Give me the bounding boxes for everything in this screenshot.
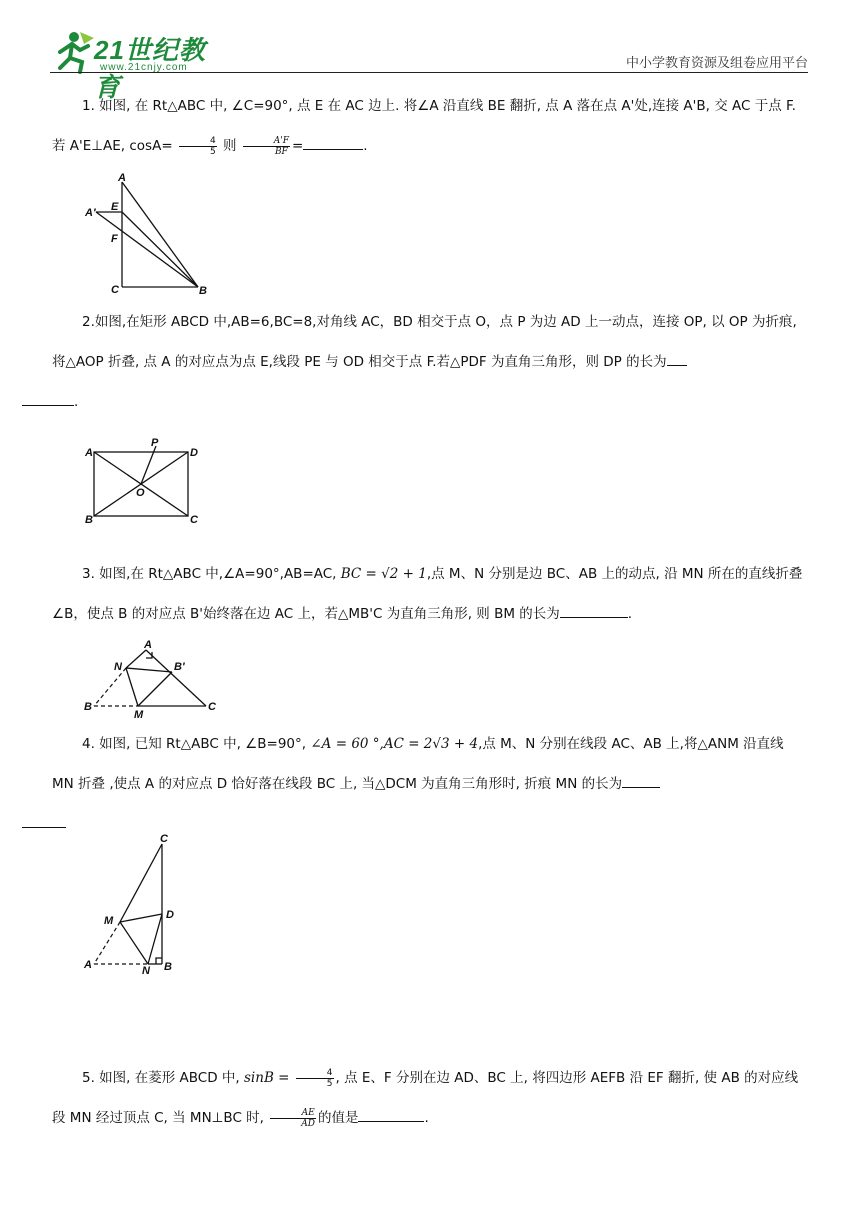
figure-2 [80,436,210,528]
answer-blank [303,135,363,150]
answer-blank [22,391,74,406]
q2-label-A: A [85,447,93,459]
q5-text-a: 5. 如图, 在菱形 ABCD 中, [82,1070,244,1086]
q4-label-M: M [104,915,114,927]
q2-label-O: O [136,487,145,499]
q3-label-C: C [208,701,216,713]
q5-frac-ratio: $\frac{AE}{AD}$ [270,1108,316,1129]
q1-text-b: 则 [218,138,241,154]
question-4 [52,724,808,844]
q2-label-C: C [190,514,198,526]
figure-3 [80,638,230,722]
page-header [50,28,808,102]
q1-frac-cos: $\frac{4}{5}$ [179,136,217,157]
q4-text-a: 4. 如图, 已知 Rt△ABC 中, ∠B=90°, [82,736,311,752]
q3-label-B1: B′ [174,661,185,673]
figure-4 [80,834,190,976]
runner-logo-icon [50,28,96,74]
header-divider [50,72,808,73]
answer-blank [560,603,628,618]
q1-text-c: = [291,138,304,154]
q1-frac-ratio: $\frac{A'F}{BF}$ [243,136,290,157]
answer-blank [358,1107,424,1122]
q4-label-N: N [142,965,150,977]
q3-label-A: A [144,639,152,651]
q5-text-b: , 点 E、F 分别在边 AD、BC 上, 将四边形 AEFB 沿 EF 翻折, 使 AB 的对应线段 MN 经过顶点 C, 当 MN⊥BC 时, [52,1070,799,1126]
q4-label-A: A [84,959,92,971]
q3-text-b: ,点 M、N 分别是边 BC、AB 上的动点, 沿 MN 所在的直线折叠∠B，使点 B 的对应点 B'始终落在边 AC 上，若△MB'C 为直角三角形, 则 BM 的长为 [52,566,803,622]
q1-label-F: F [111,233,118,245]
q5-frac-sin: $\frac{4}{5}$ [296,1068,334,1089]
q4-math: ∠A = 60 °,AC = 2√3 + 4 [310,736,479,752]
question-5: 5. 如图, 在菱形 ABCD 中, sinB = $\frac{4}{5}$ , 点 E、F 分别在边 AD、BC 上, 将四边形 AEFB 沿 EF 翻折, 使 AB 的对应线段 MN 经过顶点 C, 当 MN⊥BC 时, $\frac{AE}{AD}$ 的值是 . [52,1067,799,1129]
question-1: 1. 如图, 在 Rt△ABC 中, ∠C=90°, 点 E 在 AC 边上. 将∠A 沿直线 BE 翻折, 点 A 落在点 A'处,连接 A'B, 交 AC 于点 F. 若 A'E⊥AE, cosA= $\frac{4}{5}$ 则 $\frac{A'F}{BF}$ = . [52,98,796,157]
q3-text-a: 3. 如图,在 Rt△ABC 中,∠A=90°,AB=AC, [82,566,341,582]
q1-text-a: 1. 如图, 在 Rt△ABC 中, ∠C=90°, 点 E 在 AC 边上. 将∠A 沿直线 BE 翻折, 点 A 落在点 A'处,连接 A'B, 交 AC 于点 F. 若 A'E⊥AE, cosA= [52,98,796,154]
q4-label-D: D [166,909,174,921]
q4-text-b: ,点 M、N 分别在线段 AC、AB 上,将△ANM 沿直线 MN 折叠 ,使点 A 的对应点 D 恰好落在线段 BC 上, 当△DCM 为直角三角形时, 折痕 MN 的长为 [52,736,784,792]
question-2: 2.如图,在矩形 ABCD 中,AB=6,BC=8,对角线 AC，BD 相交于点 O，点 P 为边 AD 上一动点，连接 OP, 以 OP 为折痕,将△AOP 折叠, 点 A 的对应点为点 E,线段 PE 与 OD 相交于点 F.若△PDF 为直角三角形，则 DP 的长为 . [52,302,808,422]
q5-math: sinB = [244,1070,294,1086]
logo-url: www.21cnjy.com [100,62,188,73]
q3-label-B: B [84,701,92,713]
logo [50,28,230,102]
q1-label-A1: A′ [85,207,96,219]
q4-label-C: C [160,833,168,845]
q3-label-N: N [114,661,122,673]
q4-label-B: B [164,961,172,973]
logo-text: 21世纪教育 [94,35,206,102]
platform-title: 中小学教育资源及组卷应用平台 [625,56,808,71]
q2-label-D: D [190,447,198,459]
q1-label-C: C [111,284,119,296]
question-3: 3. 如图,在 Rt△ABC 中,∠A=90°,AB=AC, BC = √2 + 1,点 M、N 分别是边 BC、AB 上的动点, 沿 MN 所在的直线折叠∠B，使点 B 的对应点 B'始终落在边 AC 上，若△MB'C 为直角三角形, 则 BM 的长为 . [52,566,803,622]
q2-label-B: B [85,514,93,526]
q2-text: 2.如图,在矩形 ABCD 中,AB=6,BC=8,对角线 AC，BD 相交于点 O，点 P 为边 AD 上一动点，连接 OP, 以 OP 为折痕,将△AOP 折叠, 点 A 的对应点为点 E,线段 PE 与 OD 相交于点 F.若△PDF 为直角三角形，则 DP 的长为 [52,314,797,370]
q1-label-A: A [118,172,126,184]
figure-1 [80,172,220,300]
q1-label-E: E [111,201,119,213]
q2-label-P: P [151,437,159,449]
answer-blank [22,813,66,828]
q3-math: BC = √2 + 1 [340,566,427,582]
q3-label-M: M [134,709,144,721]
q1-label-B: B [199,285,207,297]
q5-text-c: 的值是 [317,1110,359,1126]
